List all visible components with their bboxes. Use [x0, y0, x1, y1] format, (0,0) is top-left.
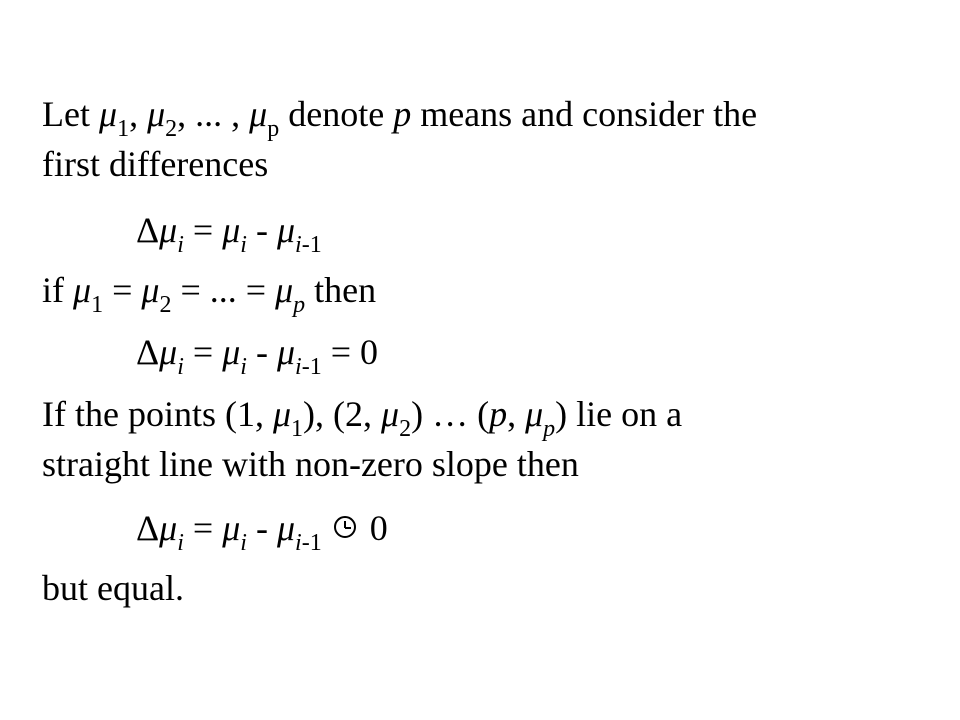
text-line-if-equal [42, 270, 377, 318]
text-let: Let [42, 94, 99, 134]
text: , [507, 394, 526, 434]
equation-first-difference [136, 210, 322, 258]
mu-symbol: μ [222, 210, 241, 250]
delta-symbol: Δ [136, 508, 160, 548]
text: , [129, 94, 148, 134]
mu-symbol: μ [159, 332, 178, 372]
subscript: -1 [301, 354, 322, 380]
text: 0 [360, 508, 388, 548]
mu-symbol: μ [147, 94, 166, 134]
subscript: -1 [301, 232, 322, 258]
mu-symbol: μ [159, 508, 178, 548]
text-line-2: first differences [42, 144, 269, 184]
subscript: i [295, 354, 302, 380]
text: , ... , [177, 94, 250, 134]
subscript: i [295, 232, 302, 258]
mu-symbol: μ [381, 394, 400, 434]
text: If the points (1, [42, 394, 273, 434]
text: ) … ( [411, 394, 490, 434]
text: ) lie on a [555, 394, 683, 434]
subscript: i [240, 232, 247, 258]
mu-symbol: μ [73, 270, 92, 310]
subscript: i [295, 530, 302, 556]
subscript: 1 [291, 416, 304, 442]
text: - [246, 210, 277, 250]
subscript: 2 [399, 416, 412, 442]
subscript: 1 [91, 292, 104, 318]
equation-not-equal [136, 508, 388, 556]
text: then [305, 270, 377, 310]
equation-zero [136, 332, 379, 380]
text: if [42, 270, 73, 310]
mu-symbol: μ [275, 270, 294, 310]
text: means and consider the [411, 94, 758, 134]
text: = [183, 332, 223, 372]
mu-symbol: μ [525, 394, 544, 434]
text: = [183, 210, 223, 250]
subscript: p [543, 416, 556, 442]
text-line-straight: straight line with non-zero slope then [42, 444, 579, 484]
clock-icon [331, 514, 361, 544]
subscript: p [267, 116, 280, 142]
subscript: -1 [301, 530, 322, 556]
mu-symbol: μ [159, 210, 178, 250]
mu-symbol: μ [276, 332, 296, 372]
mu-symbol: μ [249, 94, 268, 134]
subscript: p [293, 292, 306, 318]
subscript: 2 [159, 292, 172, 318]
text-line-points [42, 394, 683, 442]
text: = [183, 508, 223, 548]
text: = ... = [171, 270, 276, 310]
mu-symbol: μ [222, 332, 241, 372]
subscript: i [240, 530, 247, 556]
delta-symbol: Δ [136, 332, 160, 372]
mu-symbol: μ [276, 210, 296, 250]
text: - [246, 508, 277, 548]
text: ), (2, [303, 394, 382, 434]
mu-symbol: μ [272, 394, 292, 434]
text: denote [279, 94, 394, 134]
mu-symbol: μ [222, 508, 241, 548]
italic-p: p [393, 94, 412, 134]
mu-symbol: μ [141, 270, 160, 310]
subscript: i [177, 530, 184, 556]
text: - [246, 332, 277, 372]
text-line-1 [42, 94, 758, 142]
mu-symbol: μ [276, 508, 296, 548]
delta-symbol: Δ [136, 210, 160, 250]
mu-symbol: μ [98, 94, 118, 134]
subscript: i [240, 354, 247, 380]
italic-p: p [489, 394, 508, 434]
subscript: i [177, 232, 184, 258]
subscript: 1 [117, 116, 130, 142]
text: = [103, 270, 142, 310]
subscript: i [177, 354, 184, 380]
text-line-but-equal: but equal. [42, 568, 184, 608]
subscript: 2 [165, 116, 178, 142]
text: = 0 [321, 332, 379, 372]
